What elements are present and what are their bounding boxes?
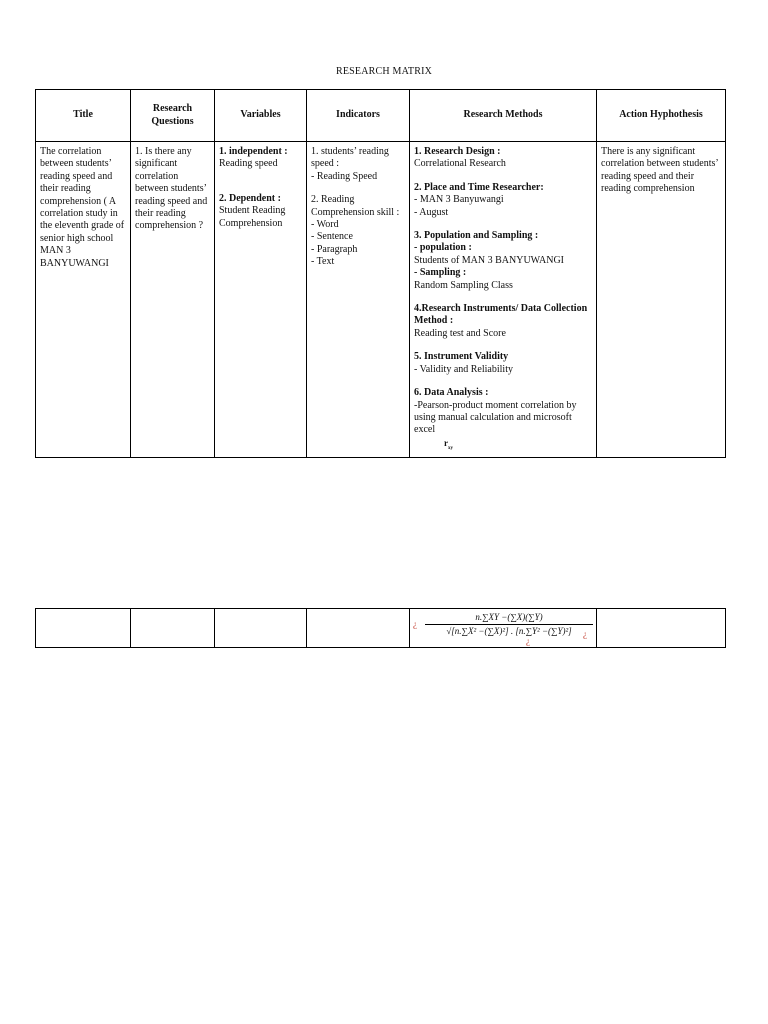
document-title: RESEARCH MATRIX [335,66,433,77]
dependent-heading: 2. Dependent : [219,192,281,204]
validity-heading: 5. Instrument Validity [414,351,509,363]
table-header-row [36,90,726,142]
formula-under-glyph: ¿ [526,636,530,646]
indicator-2: 2. Reading Comprehension skill : [311,194,400,218]
header-variables: Variables [215,90,307,142]
cont-cell-indicators [307,609,410,648]
indicator-1: 1. students’ reading speed : [311,146,389,170]
cell-indicators [307,142,410,458]
validity-value: - Validity and Reliability [414,363,513,375]
time-value: - August [414,206,449,218]
header-indicators: Indicators [307,90,410,142]
design-heading: 1. Research Design : [414,146,501,157]
indicator-2-sub: - Sentence [311,231,353,243]
sampling-value: Random Sampling Class [414,279,513,291]
analysis-heading: 6. Data Analysis : [414,387,489,399]
indicator-1-sub: - Reading Speed [311,170,378,182]
formula-numerator: n.∑XY −(∑X)(∑Y) [475,612,543,622]
header-research-questions [131,90,215,142]
formula-lead-glyph: ¿ [413,619,417,629]
research-matrix-table [35,89,726,458]
design-value: Correlational Research [414,158,506,170]
formula-tail-glyph: ¿ [583,629,587,639]
population-sub: - population : [414,242,472,254]
cont-cell-variables [215,609,307,648]
population-heading: 3. Population and Sampling : [414,230,539,242]
population-value: Students of MAN 3 BANYUWANGI [414,254,564,266]
place-heading: 2. Place and Time Researcher: [414,181,544,193]
cell-variables [215,142,307,458]
independent-value: Reading speed [219,158,278,170]
rxy-sub: xy [448,445,453,451]
indicator-2-sub: - Text [311,256,335,268]
header-research-questions-label: Research Questions [151,103,194,127]
header-action-hypothesis: Action Hyphothesis [597,90,726,142]
formula-denominator: √[n.∑X² −(∑X)²] . [n.∑Y² −(∑Y)²] [446,626,572,636]
cont-cell-title [36,609,131,648]
cont-cell-methods [410,609,597,648]
indicator-2-sub: - Word [311,219,339,231]
table-row [36,609,726,648]
instrument-heading: 4.Research Instruments/ Data Collection Method : [414,303,588,327]
instrument-value: Reading test and Score [414,327,506,339]
cell-action-hypothesis: There is any significant correlation between students’ reading speed and their reading comprehension [597,142,726,458]
sampling-sub: - Sampling : [414,267,467,279]
dependent-value: Student Reading Comprehension [219,205,286,229]
header-title: Title [36,90,131,142]
formula-fraction-bar [425,624,593,625]
cell-title: The correlation between students’ reading speed and their reading comprehension ( A correlation study in the eleventh grade of senior high school MAN 3 BANYUWANGI [36,142,131,458]
cont-cell-questions [131,609,215,648]
header-research-methods: Research Methods [410,90,597,142]
rxy-main: r [444,437,448,448]
cell-research-methods [410,142,597,458]
rxy-symbol [444,437,592,455]
indicator-2-sub: - Paragraph [311,243,358,255]
place-value: - MAN 3 Banyuwangi [414,194,504,206]
table-row [36,142,726,458]
analysis-value: -Pearson-product moment correlation by using manual calculation and microsoft excel [414,399,577,436]
continuation-table [35,608,726,648]
independent-heading: 1. independent : [219,146,288,157]
pearson-formula [413,612,593,646]
cell-research-question: 1. Is there any significant correlation between students’ reading speed and their reading comprehension ? [131,142,215,458]
cont-cell-hypothesis [597,609,726,648]
